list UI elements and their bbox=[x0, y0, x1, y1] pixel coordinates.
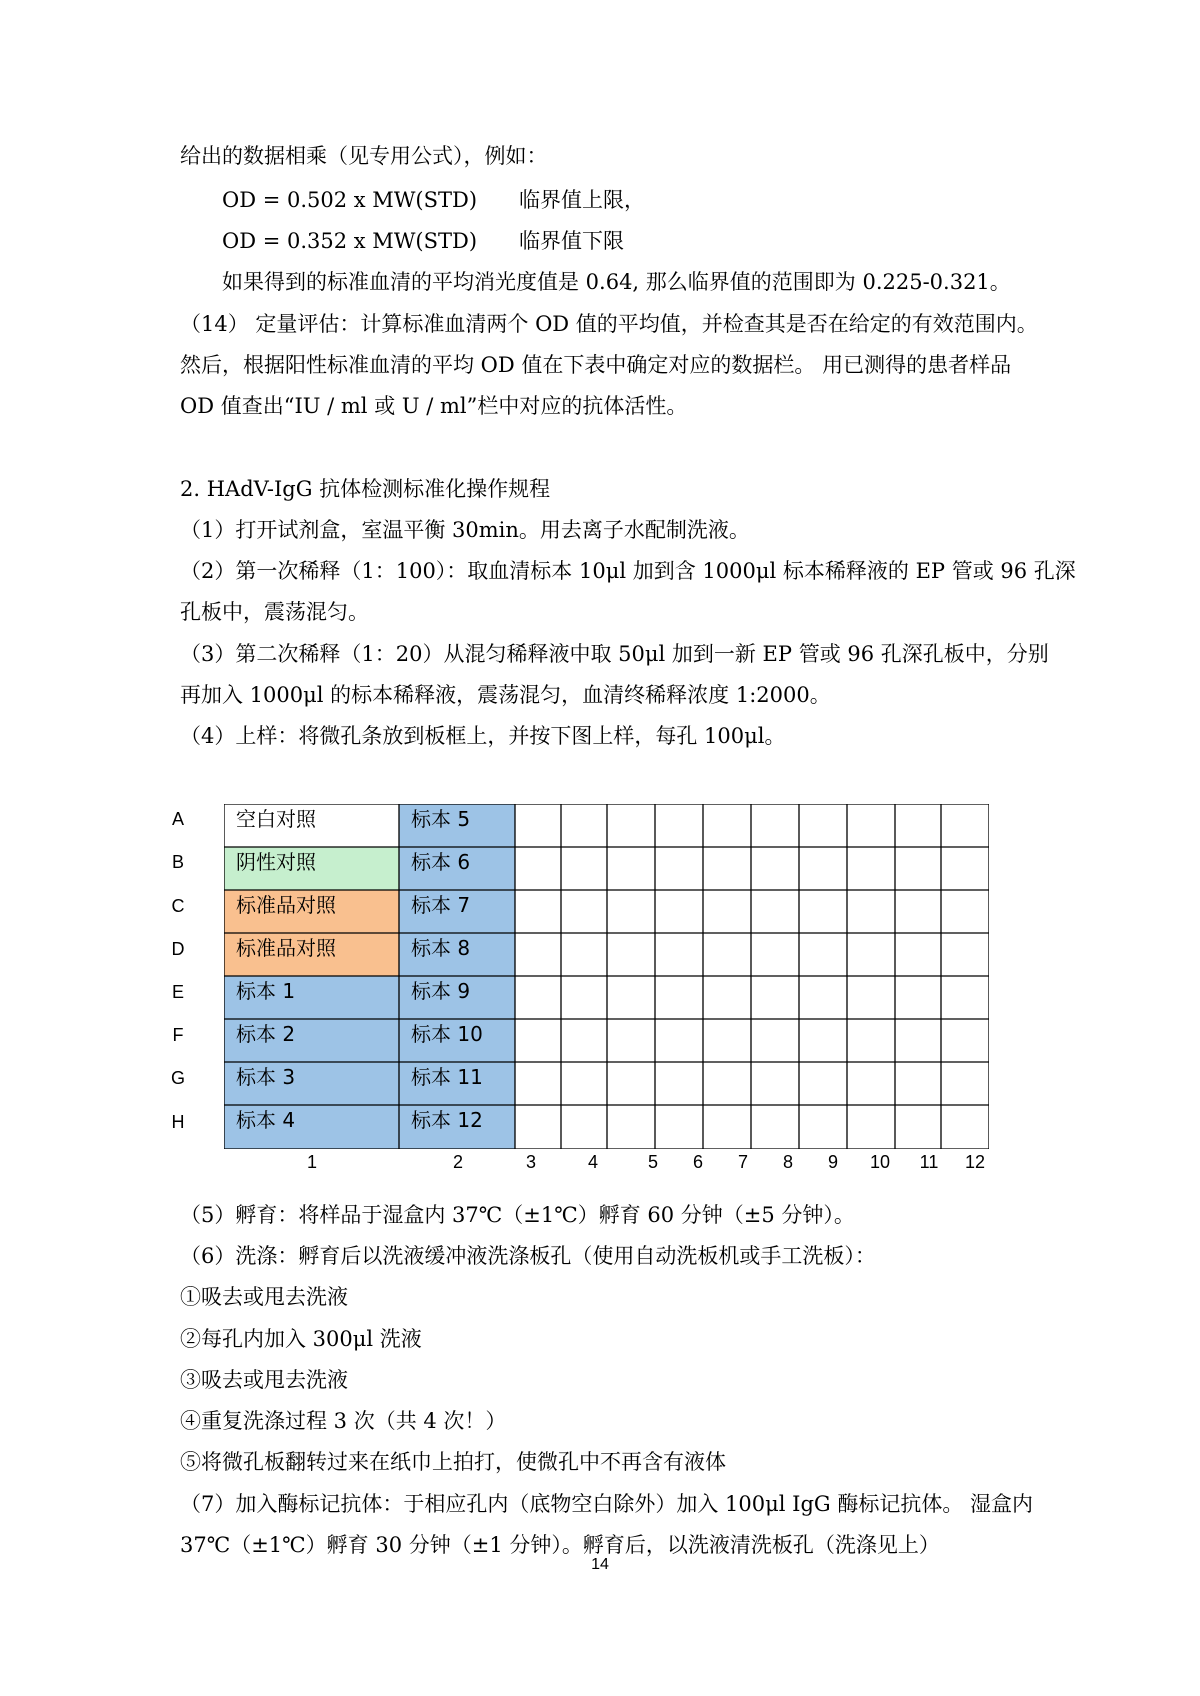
row-label-b: B bbox=[171, 852, 184, 872]
cell-label-g1: 标本 3 bbox=[236, 1065, 296, 1089]
step-4: （4）上样：将微孔条放到板框上，并按下图上样，每孔 100μl。 bbox=[180, 724, 786, 748]
step-3: （3）第二次稀释（1：20）从混匀稀释液中取 50μl 加到一新 EP 管或 96 孔深孔板中，分别 bbox=[180, 642, 1049, 666]
cell-label-d1: 标准品对照 bbox=[236, 936, 336, 960]
cell-label-c2: 标本 7 bbox=[411, 893, 471, 917]
cell-label-b1: 阴性对照 bbox=[236, 850, 316, 874]
cell-label-f2: 标本 10 bbox=[411, 1022, 483, 1046]
cell-label-e1: 标本 1 bbox=[236, 979, 296, 1003]
paragraph-example: 如果得到的标准血清的平均消光度值是 0.64, 那么临界值的范围即为 0.225-0.321。 bbox=[222, 270, 1011, 294]
col-label-3: 3 bbox=[525, 1152, 536, 1172]
step-3-cont: 再加入 1000μl 的标本稀释液，震荡混匀，血清终稀释浓度 1:2000。 bbox=[180, 683, 831, 707]
wash-step-3: ③吸去或甩去洗液 bbox=[180, 1368, 348, 1392]
col-label-5: 5 bbox=[647, 1152, 658, 1172]
cell-label-c1: 标准品对照 bbox=[236, 893, 336, 917]
col-label-1: 1 bbox=[306, 1152, 317, 1172]
wash-step-1: ①吸去或甩去洗液 bbox=[180, 1285, 348, 1309]
row-label-h: H bbox=[171, 1112, 185, 1132]
step-1: （1）打开试剂盒，室温平衡 30min。用去离子水配制洗液。 bbox=[180, 518, 750, 542]
paragraph-step-14-end: OD 值查出“IU / ml 或 U / ml”栏中对应的抗体活性。 bbox=[180, 394, 688, 418]
cell-label-a2: 标本 5 bbox=[411, 807, 471, 831]
cell-label-a1: 空白对照 bbox=[236, 807, 316, 831]
row-label-e: E bbox=[171, 982, 184, 1002]
wash-step-4: ④重复洗涤过程 3 次（共 4 次！） bbox=[180, 1409, 507, 1433]
cell-label-b2: 标本 6 bbox=[411, 850, 471, 874]
col-label-12: 12 bbox=[964, 1152, 986, 1172]
row-label-c: C bbox=[171, 896, 185, 916]
col-label-8: 8 bbox=[782, 1152, 793, 1172]
col-label-4: 4 bbox=[587, 1152, 598, 1172]
col-label-2: 2 bbox=[452, 1152, 463, 1172]
wash-step-2: ②每孔内加入 300μl 洗液 bbox=[180, 1327, 422, 1351]
wash-step-5: ⑤将微孔板翻转过来在纸巾上拍打，使微孔中不再含有液体 bbox=[180, 1450, 726, 1474]
step-2-cont: 孔板中，震荡混匀。 bbox=[180, 600, 369, 624]
step-2: （2）第一次稀释（1：100）：取血清标本 10μl 加到含 1000μl 标本稀释液的 EP 管或 96 孔深 bbox=[180, 559, 1076, 583]
col-label-6: 6 bbox=[692, 1152, 703, 1172]
paragraph-formula-intro: 给出的数据相乘（见专用公式），例如： bbox=[180, 144, 548, 168]
col-label-10: 10 bbox=[869, 1152, 891, 1172]
row-label-d: D bbox=[171, 939, 185, 959]
formula-lower-limit: OD = 0.352 x MW(STD) 临界值下限 bbox=[222, 229, 625, 253]
step-7-cont: 37℃（±1℃）孵育 30 分钟（±1 分钟）。孵育后，以洗液清洗板孔（洗涤见上） bbox=[180, 1533, 940, 1557]
cell-label-h1: 标本 4 bbox=[236, 1108, 296, 1132]
col-label-9: 9 bbox=[827, 1152, 838, 1172]
col-label-11: 11 bbox=[919, 1152, 939, 1172]
paragraph-step-14-cont: 然后，根据阳性标准血清的平均 OD 值在下表中确定对应的数据栏。 用已测得的患者样品 bbox=[180, 353, 1012, 377]
step-5: （5）孵育：将样品于湿盒内 37℃（±1℃）孵育 60 分钟（±5 分钟）。 bbox=[180, 1203, 855, 1227]
step-6: （6）洗涤：孵育后以洗液缓冲液洗涤板孔（使用自动洗板机或手工洗板）： bbox=[180, 1244, 876, 1268]
row-label-f: F bbox=[172, 1025, 184, 1045]
plate-layout bbox=[224, 804, 989, 1149]
section-heading: 2. HAdV-IgG 抗体检测标准化操作规程 bbox=[180, 477, 551, 501]
cell-label-d2: 标本 8 bbox=[411, 936, 471, 960]
step-7: （7）加入酶标记抗体：于相应孔内（底物空白除外）加入 100μl IgG 酶标记抗体。 湿盒内 bbox=[180, 1492, 1034, 1516]
plate-grid bbox=[224, 804, 989, 1149]
row-label-g: G bbox=[170, 1068, 185, 1088]
row-label-a: A bbox=[171, 809, 184, 829]
col-label-7: 7 bbox=[737, 1152, 748, 1172]
cell-label-g2: 标本 11 bbox=[411, 1065, 483, 1089]
cell-label-h2: 标本 12 bbox=[411, 1108, 483, 1132]
formula-upper-limit: OD = 0.502 x MW(STD) 临界值上限， bbox=[222, 188, 646, 212]
paragraph-step-14: （14） 定量评估：计算标准血清两个 OD 值的平均值，并检查其是否在给定的有效范围内。 bbox=[180, 312, 1038, 336]
cell-label-e2: 标本 9 bbox=[411, 979, 471, 1003]
page-number: 14 bbox=[591, 1556, 609, 1573]
cell-label-f1: 标本 2 bbox=[236, 1022, 296, 1046]
